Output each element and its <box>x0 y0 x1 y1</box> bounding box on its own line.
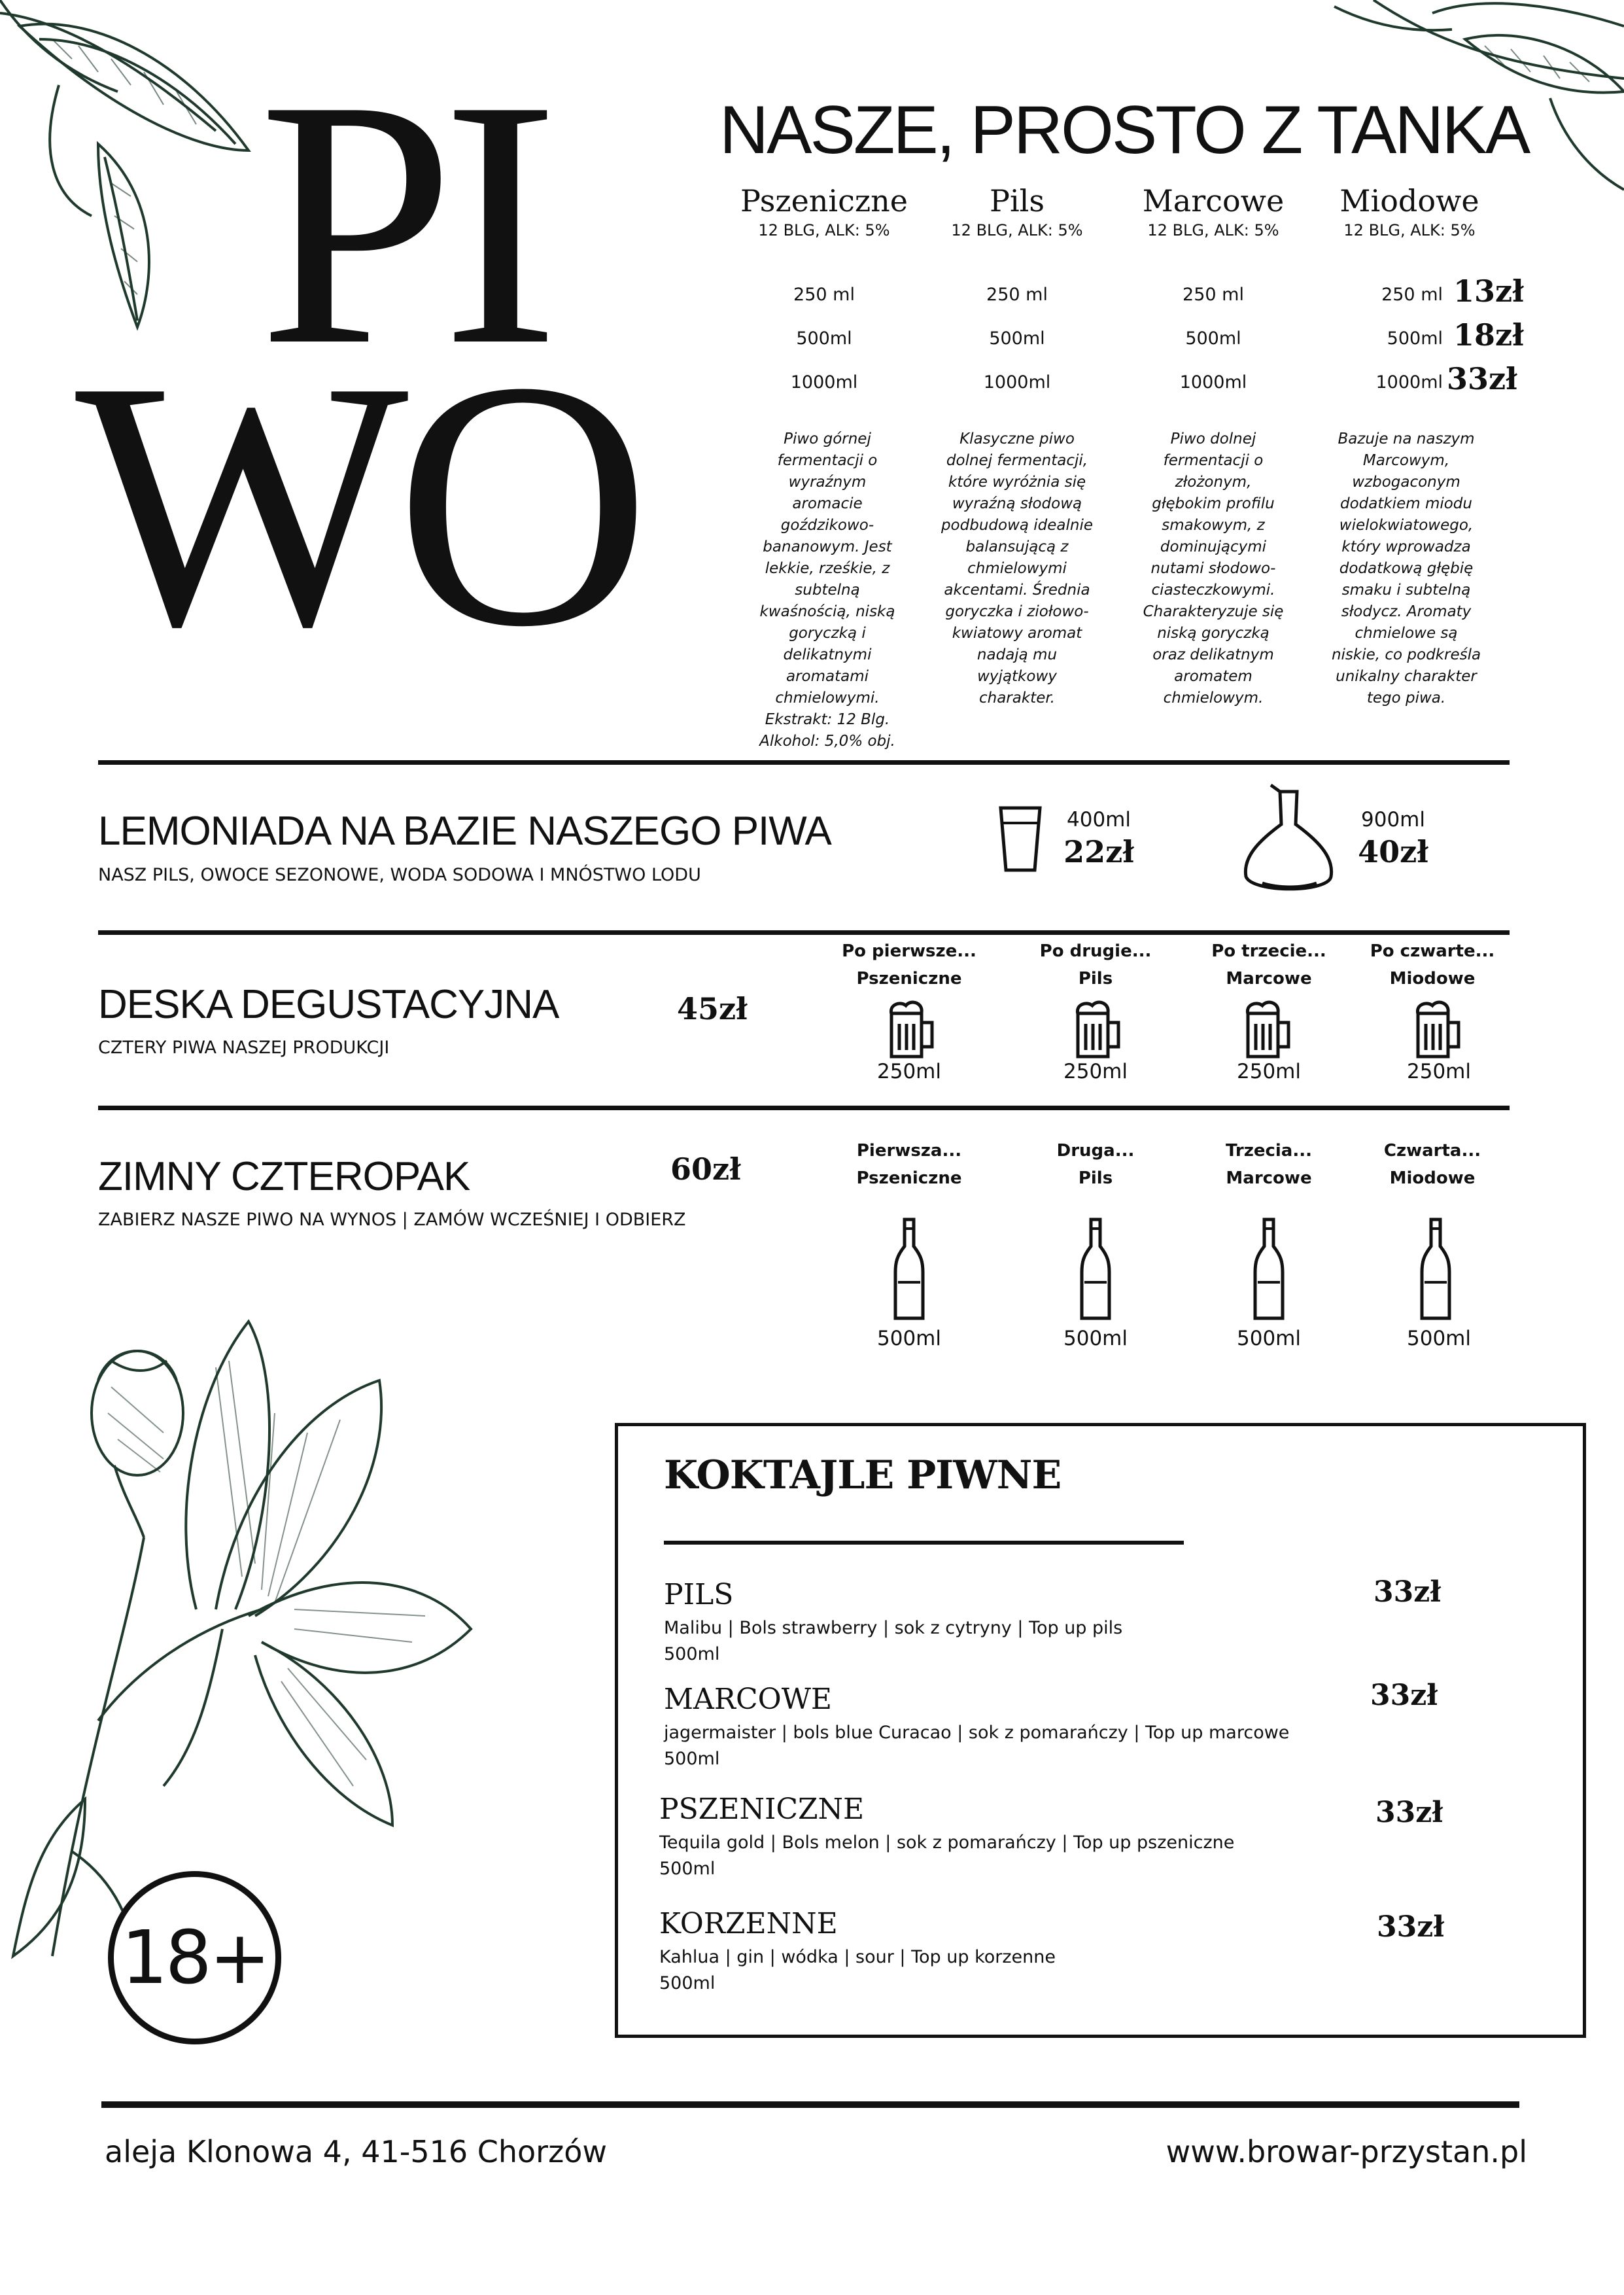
volume-250: 250 ml <box>1183 285 1244 305</box>
beer-name: Marcowe <box>1142 183 1285 219</box>
fourpack-item-3: Trzecia... Marcowe <box>1226 1141 1312 1188</box>
beer-mug-icon <box>886 998 935 1060</box>
age-restriction-badge <box>108 1871 281 2044</box>
beer-mug-icon <box>1243 998 1292 1060</box>
beer-bottle-icon <box>1079 1217 1112 1322</box>
cocktails-title: KOKTAJLE PIWNE <box>664 1452 1062 1498</box>
tasting-volume: 250ml <box>877 1060 941 1083</box>
beer-meta: 12 BLG, ALK: 5% <box>1343 221 1476 239</box>
tasting-item-4: Po czwarte... Miodowe <box>1370 941 1495 989</box>
cocktail-ingredients: Kahlua | gin | wódka | sour | Top up korzenne <box>659 1947 1056 1967</box>
age-restriction-label: 18+ <box>121 1915 268 2001</box>
carafe-price: 40zł <box>1358 834 1428 869</box>
cocktail-volume: 500ml <box>664 1644 720 1664</box>
cocktail-ingredients: jagermaister | bols blue Curacao | sok z pomarańczy | Top up marcowe <box>664 1723 1290 1743</box>
lemonade-title: LEMONIADA NA BAZIE NASZEGO PIWA <box>98 809 831 854</box>
beer-mug-icon <box>1413 998 1462 1060</box>
cocktail-volume: 500ml <box>659 1859 716 1879</box>
tank-col3 <box>1115 183 1311 239</box>
beer-bottle-icon <box>1419 1217 1452 1322</box>
beer-description: Bazuje na naszym Marcowym, wzbogaconym dodatkiem miodu wielokwiatowego, który wprowadza dodatkową głębię smaku i subtelną słodycz. Aromaty chmielowe są niskie, co podkreśla unikalny charakter tego piwa. <box>1331 430 1481 707</box>
fourpack-title: ZIMNY CZTEROPAK <box>98 1154 470 1199</box>
fourpack-volume: 500ml <box>1237 1327 1301 1350</box>
fourpack-volume: 500ml <box>1407 1327 1471 1350</box>
tank-col1 <box>726 183 922 239</box>
beer-description: Piwo dolnej fermentacji o złożonym, głębokim profilu smakowym, z dominującymi nutami słodowo- ciasteczkowymi. Charakteryzuje się niską goryczką oraz delikatnym aromatem chmielowym. <box>1143 430 1284 707</box>
cocktail-ingredients: Malibu | Bols strawberry | sok z cytryny | Top up pils <box>664 1618 1123 1638</box>
volume-500: 500ml <box>1185 328 1241 349</box>
volume-500: 500ml <box>796 328 852 349</box>
beer-name: Pils <box>990 183 1045 219</box>
beer-meta: 12 BLG, ALK: 5% <box>951 221 1083 239</box>
beer-meta: 12 BLG, ALK: 5% <box>1147 221 1279 239</box>
tank-title: NASZE, PROSTO Z TANKA <box>719 92 1529 168</box>
tank-col4 <box>1311 183 1508 239</box>
volume-250: 250 ml <box>793 285 855 305</box>
beer-bottle-icon <box>893 1217 925 1322</box>
cocktail-price: 33zł <box>1377 1910 1445 1944</box>
cocktail-name: PSZENICZNE <box>659 1793 865 1826</box>
tank-col2 <box>919 183 1115 239</box>
hero-word-line1: PI <box>258 27 547 418</box>
volume-1000: 1000ml <box>983 372 1051 393</box>
fourpack-volume: 500ml <box>877 1327 941 1350</box>
tasting-volume: 250ml <box>1407 1060 1471 1083</box>
divider <box>98 760 1510 765</box>
fourpack-subtitle: ZABIERZ NASZE PIWO NA WYNOS | ZAMÓW WCZEŚNIEJ I ODBIERZ <box>98 1210 686 1230</box>
hero-word-line2: WO <box>75 308 638 699</box>
beer-mug-icon <box>1073 998 1122 1060</box>
footer-address: aleja Klonowa 4, 41-516 Chorzów <box>105 2134 607 2169</box>
tasting-item-2: Po drugie... Pils <box>1039 941 1152 989</box>
glass-price: 22zł <box>1063 834 1134 869</box>
glass-icon <box>997 805 1043 873</box>
tasting-item-3: Po trzecie... Marcowe <box>1211 941 1326 989</box>
carafe-volume: 900ml <box>1361 808 1425 832</box>
footer-divider <box>101 2101 1519 2108</box>
tasting-title: DESKA DEGUSTACYJNA <box>98 982 559 1027</box>
volume-250: 250 ml <box>986 285 1048 305</box>
price-1000: 33zł <box>1447 361 1517 396</box>
cocktail-volume: 500ml <box>659 1973 716 1993</box>
price-500: 18zł <box>1453 317 1524 353</box>
volume-250: 250 ml <box>1381 285 1443 305</box>
beer-meta: 12 BLG, ALK: 5% <box>758 221 890 239</box>
fourpack-item-4: Czwarta... Miodowe <box>1383 1141 1481 1188</box>
volume-1000: 1000ml <box>790 372 858 393</box>
beer-description: Klasyczne piwo dolnej fermentacji, które wyróżnia się wyraźną słodową podbudową idealnie balansującą z chmielowymi akcentami. Średnia goryczka i ziołowo- kwiatowy aromat nadają mu wyjątkowy charakter. <box>941 430 1094 707</box>
divider <box>98 930 1510 935</box>
fourpack-item-2: Druga... Pils <box>1056 1141 1135 1188</box>
cocktail-price: 33zł <box>1370 1679 1438 1712</box>
botanical-leaves-top-left-icon <box>0 0 301 340</box>
tasting-subtitle: CZTERY PIWA NASZEJ PRODUKCJI <box>98 1038 390 1058</box>
cocktail-price: 33zł <box>1373 1575 1442 1609</box>
footer-website[interactable]: www.browar-przystan.pl <box>1166 2134 1527 2169</box>
beer-description: Piwo górnej fermentacji o wyraźnym aromacie goździkowo- bananowym. Jest lekkie, rześkie, z subtelną kwaśnością, niską goryczką i delikatnymi aromatami chmielowymi. Ekstrakt: 12 Blg. Alkohol: 5,0% obj. <box>759 430 895 750</box>
tasting-item-1: Po pierwsze... Pszeniczne <box>842 941 976 989</box>
beer-name: Miodowe <box>1339 183 1479 219</box>
beer-name: Pszeniczne <box>740 183 908 219</box>
carafe-icon <box>1239 785 1338 900</box>
beer-bottle-icon <box>1253 1217 1285 1322</box>
divider <box>98 1106 1510 1110</box>
cocktail-name: PILS <box>664 1578 734 1611</box>
fourpack-item-1: Pierwsza... Pszeniczne <box>856 1141 962 1188</box>
volume-500: 500ml <box>1387 328 1443 349</box>
volume-1000: 1000ml <box>1375 372 1443 393</box>
tasting-price: 45zł <box>677 991 748 1026</box>
cocktail-name: KORZENNE <box>659 1907 838 1940</box>
cocktail-price: 33zł <box>1375 1796 1443 1829</box>
volume-500: 500ml <box>989 328 1045 349</box>
cocktails-box <box>615 1423 1586 2038</box>
fourpack-price: 60zł <box>670 1151 741 1187</box>
glass-volume: 400ml <box>1067 808 1131 832</box>
fourpack-volume: 500ml <box>1063 1327 1128 1350</box>
cocktail-ingredients: Tequila gold | Bols melon | sok z pomarańczy | Top up pszeniczne <box>659 1832 1235 1853</box>
volume-1000: 1000ml <box>1179 372 1247 393</box>
botanical-flower-bottom-left-icon <box>0 1302 510 1995</box>
cocktail-name: MARCOWE <box>664 1683 833 1716</box>
cocktails-title-underline <box>664 1541 1184 1545</box>
tasting-volume: 250ml <box>1237 1060 1301 1083</box>
tasting-volume: 250ml <box>1063 1060 1128 1083</box>
lemonade-subtitle: NASZ PILS, OWOCE SEZONOWE, WODA SODOWA I MNÓSTWO LODU <box>98 865 701 885</box>
cocktail-volume: 500ml <box>664 1749 720 1769</box>
price-250: 13zł <box>1453 273 1524 309</box>
